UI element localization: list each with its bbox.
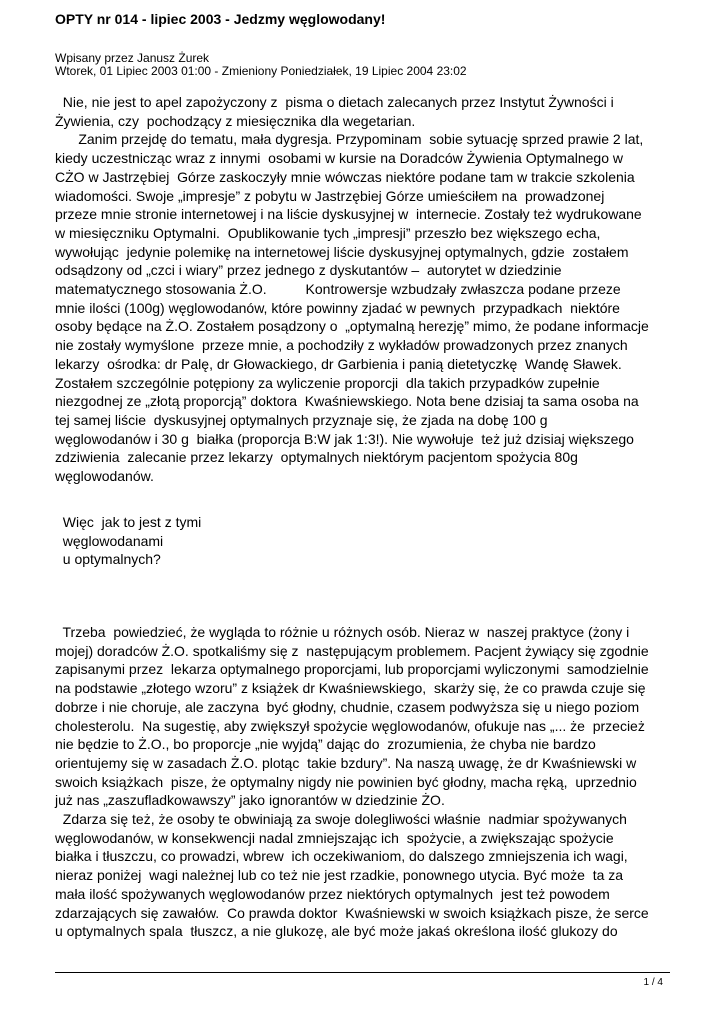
page-number: 1 / 4 — [643, 977, 663, 988]
body-paragraph-intro: Nie, nie jest to apel zapożyczony z pisma o dietach zalecanych przez Instytut Żywności i Żywienia, czy pochodzący z miesięcznika dla wegetarian. Zanim przejdę do tematu, mała dygresja. Przypominam sobie sytuację sprzed prawie 2 lat, kiedy uczestnicząc wraz z innymi osobami w kursie na Doradców Żywienia Optymalnego w CŻO w Jastrzębiej Górze zaskoczyły mnie wówczas niektóre podane tam w trakcie szkolenia wiadomości. Swoje „impresje” z pobytu w Jastrzębiej Górze umieściłem na prowadzonej przeze mnie stronie internetowej i na liście dyskusyjnej w internecie. Zostały też wydrukowane w miesięczniku Optymalni. Opublikowanie tych „impresji” przeszło bez większego echa, wywołując jedynie polemikę na internetowej liście dyskusyjnej optymalnych, gdzie zostałem odsądzony od „czci i wiary” przez jednego z dyskutantów – autorytet w dziedzinie matematycznego stosowania Ż.O. Kontrowersje wzbudzały zwłaszcza podane przeze mnie ilości (100g) węglowodanów, które powinny zjadać w pewnych przypadkach niektóre osoby będące na Ż.O. Zostałem posądzony o „optymalną herezję” mimo, że podane informacje nie zostały wymyślone przeze mnie, a pochodziły z wykładów prowadzonych przez znanych lekarzy ośrodka: dr Palę, dr Głowackiego, dr Garbienia i panią dietetyczkę Wandę Sławek. Zostałem szczególnie potępiony za wyliczenie proporcji dla takich przypadków zupełnie niezgodnej ze „złotą proporcją” doktora Kwaśniewskiego. Nota bene dzisiaj ta sama osoba na tej samej liście dyskusyjnej optymalnych przyznaje się, że zjada na dobę 100 g węglowodanów i 30 g białka (proporcja B:W jak 1:3!). Nie wywołuje też już dzisiaj większego zdziwienia zalecanie przez lekarzy optymalnych niektórym pacjentom spożycia 80g węglowodanów. — [55, 94, 649, 485]
dates-line: Wtorek, 01 Lipiec 2003 01:00 - Zmieniony Poniedziałek, 19 Lipiec 2004 23:02 — [55, 64, 467, 78]
author-line: Wpisany przez Janusz Żurek — [55, 51, 210, 65]
page-title: OPTY nr 014 - lipiec 2003 - Jedzmy węglowodany! — [55, 11, 386, 27]
body-paragraph-main: Trzeba powiedzieć, że wygląda to różnie u różnych osób. Nieraz w naszej praktyce (żony i mojej) doradców Ż.O. spotkaliśmy się z następującym problemem. Pacjent żywiący się zgodnie zapisanymi przez lekarza optymalnego proporcjami, lub proporcjami wyliczonymi samodzielnie na podstawie „złotego wzoru” z książek dr Kwaśniewskiego, skarży się, że co prawda czuje się dobrze i nie choruje, ale zaczyna być głodny, chudnie, czasem podwyższa się u niego poziom cholesterolu. Na sugestię, aby zwiększył spożycie węglowodanów, ofukuje nas „... że przecież nie będzie to Ż.O., bo proporcje „nie wyjdą” dając do zrozumienia, że chyba nie bardzo orientujemy się w zasadach Ż.O. plotąc takie bzdury”. Na naszą uwagę, że dr Kwaśniewski w swoich książkach pisze, że optymalny nigdy nie powinien być głodny, macha ręką, uprzednio już nas „zaszufladkowawszy” jako ignorantów w dziedzinie ŻO. Zdarza się też, że osoby te obwiniają za swoje dolegliwości właśnie nadmiar spożywanych węglowodanów, w konsekwencji nadal zmniejszając ich spożycie, a zwiększając spożycie białka i tłuszczu, co prowadzi, wbrew ich oczekiwaniom, do dalszego zmniejszenia ich wagi, nieraz poniżej wagi należnej lub co też nie jest rzadkie, ponownego utycia. Być może ta za mała ilość spożywanych węglowodanów przez niektórych optymalnych jest też powodem zdarzających się zawałów. Co prawda doktor Kwaśniewski w swoich książkach pisze, że serce u optymalnych spala tłuszcz, a nie glukozę, ale być może jakaś określona ilość glukozy do — [55, 624, 649, 940]
body-paragraph-question: Więc jak to jest z tymi węglowodanami u optymalnych? — [62, 514, 202, 568]
footer-divider — [55, 972, 670, 973]
